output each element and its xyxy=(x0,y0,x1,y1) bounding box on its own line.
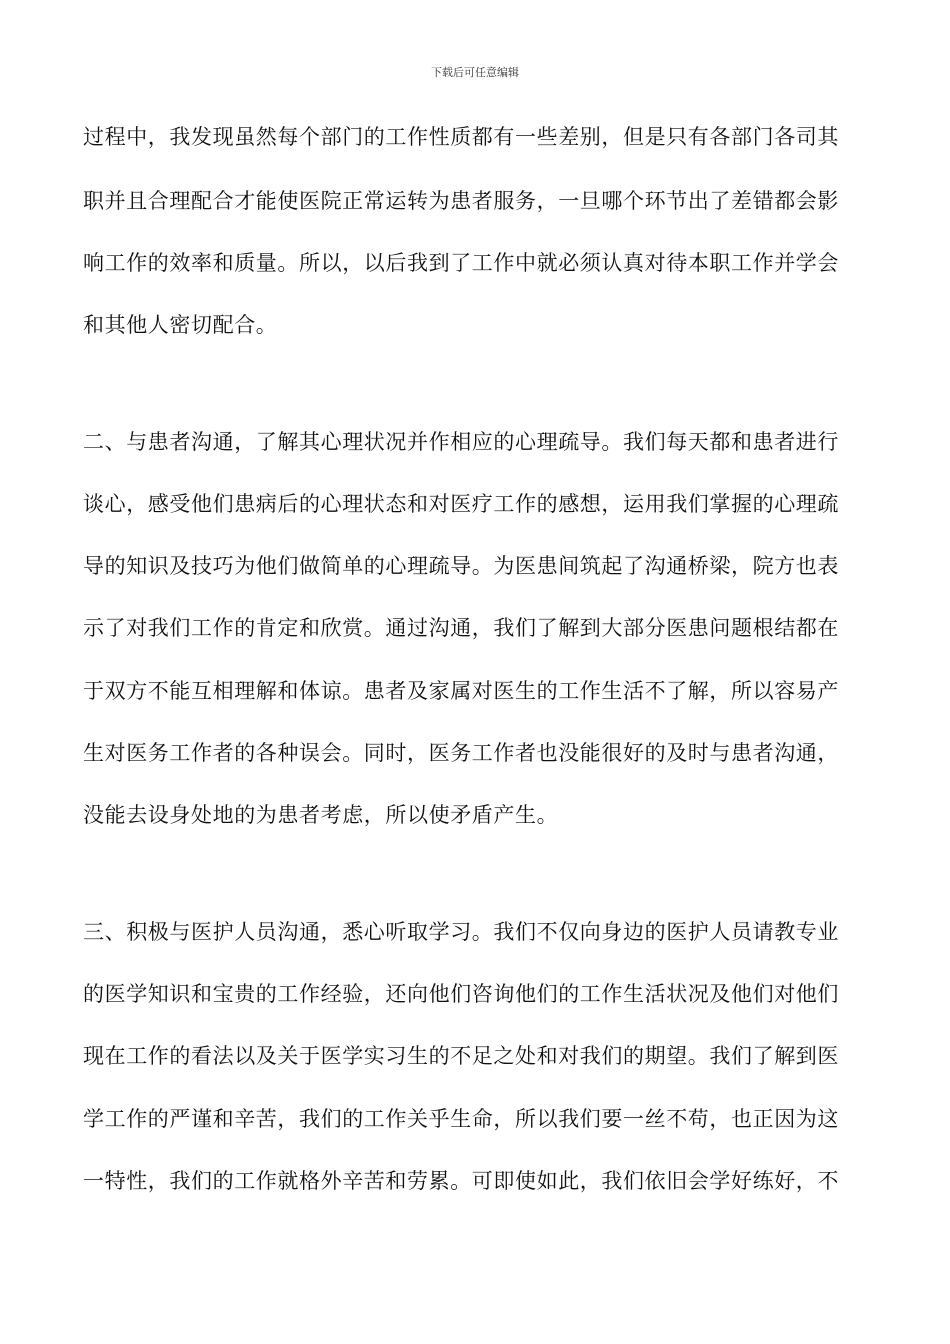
paragraph-line: 响工作的效率和质量。所以，以后我到了工作中就必须认真对待本职工作并学会 xyxy=(83,251,839,275)
paragraph-line: 二、与患者沟通，了解其心理状况并作相应的心理疏导。我们每天都和患者进行 xyxy=(83,430,839,454)
paragraph-line: 示了对我们工作的肯定和欣赏。通过沟通，我们了解到大部分医患问题根结都在 xyxy=(83,616,839,640)
page-header: 下载后可任意编辑 xyxy=(431,66,519,79)
paragraph-line: 的医学知识和宝贵的工作经验，还向他们咨询他们的工作生活状况及他们对他们 xyxy=(83,982,839,1006)
paragraph-line: 过程中，我发现虽然每个部门的工作性质都有一些差别，但是只有各部门各司其 xyxy=(83,125,839,149)
paragraph-line: 一特性，我们的工作就格外辛苦和劳累。可即使如此，我们依旧会学好练好，不 xyxy=(83,1169,839,1193)
paragraph-line: 没能去设身处地的为患者考虑，所以使矛盾产生。 xyxy=(83,803,559,827)
paragraph-line: 生对医务工作者的各种误会。同时，医务工作者也没能很好的及时与患者沟通， xyxy=(83,741,839,765)
paragraph-line: 谈心，感受他们患病后的心理状态和对医疗工作的感想，运用我们掌握的心理疏 xyxy=(83,492,839,516)
paragraph-line: 三、积极与医护人员沟通，悉心听取学习。我们不仅向身边的医护人员请教专业 xyxy=(83,920,839,944)
paragraph-line: 学工作的严谨和辛苦，我们的工作关乎生命，所以我们要一丝不苟，也正因为这 xyxy=(83,1107,839,1131)
paragraph-line: 职并且合理配合才能使医院正常运转为患者服务，一旦哪个环节出了差错都会影 xyxy=(83,189,839,213)
paragraph-line: 和其他人密切配合。 xyxy=(83,313,278,337)
paragraph-line: 现在工作的看法以及关于医学实习生的不足之处和对我们的期望。我们了解到医 xyxy=(83,1044,839,1068)
paragraph-line: 导的知识及技巧为他们做简单的心理疏导。为医患间筑起了沟通桥梁，院方也表 xyxy=(83,554,839,578)
paragraph-line: 于双方不能互相理解和体谅。患者及家属对医生的工作生活不了解，所以容易产 xyxy=(83,679,839,703)
